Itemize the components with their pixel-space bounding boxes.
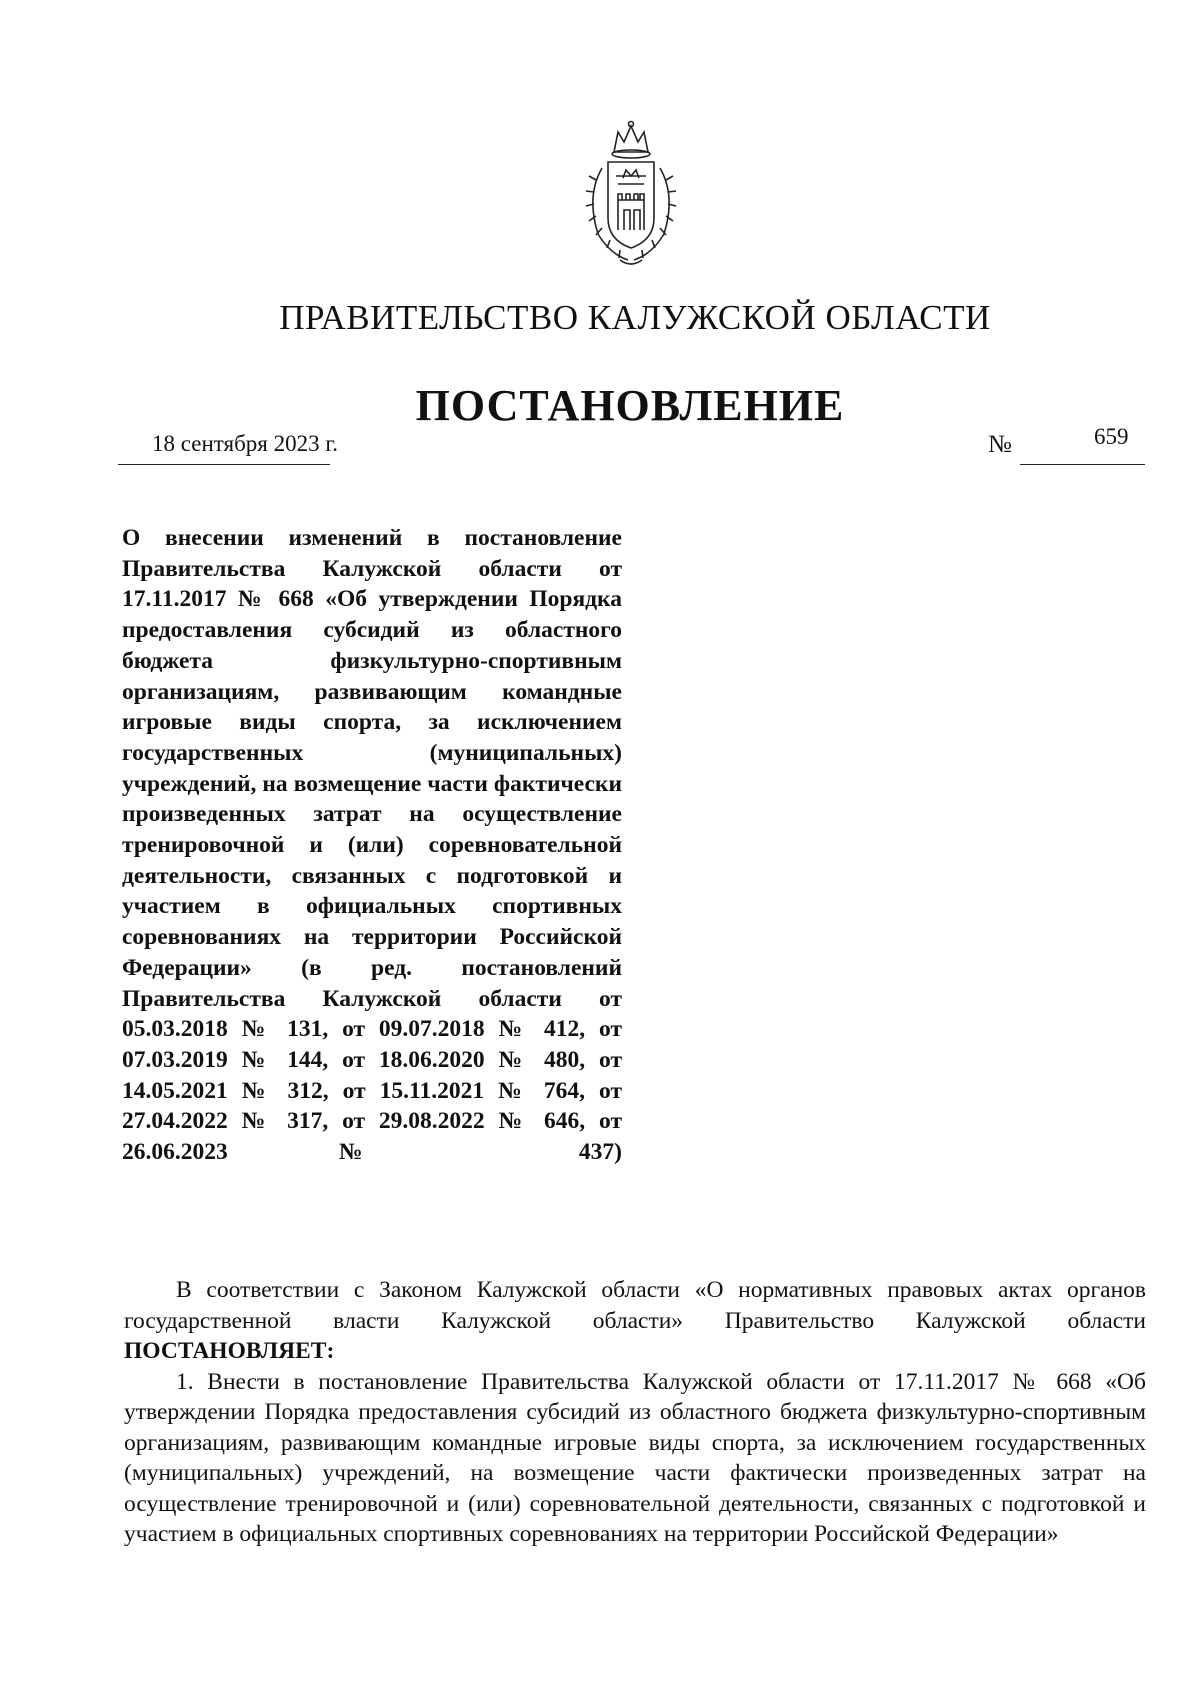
preamble-paragraph [124,1275,1146,1367]
resolves-keyword: ПОСТАНОВЛЯЕТ: [124,1338,335,1364]
number-sign: № [988,431,1012,458]
document-type-heading: ПОСТАНОВЛЕНИЕ [415,381,845,430]
preamble-text: В соответствии с Законом Калужской области «О нормативных правовых актах органов государственной власти Калужской области» Правительство Калужской области [124,1277,1146,1334]
item-1-paragraph: 1. Внести в постановление Правительства Калужской области от 17.11.2017 № 668 «Об утверждении Порядка предоставления субсидий из областного бюджета физкультурно-спортивным организациям, развивающим командные игровые виды спорта, за исключением государственных (муниципальных) учреждений, на возмещение части фактически произведенных затрат на осуществление тренировочной и (или) соревновательной деятельности, связанных с подготовкой и участием в официальных спортивных соревнованиях на территории Российской Федерации» [124,1368,1146,1547]
resolution-title: О внесении изменений в постановление Правительства Калужской области от 17.11.2017 № 668 «Об утверждении Порядка предоставления субсидий из областного бюджета физкультурно-спортивным организациям, развивающим командные игровые виды спорта, за исключением государственных (муниципальных) учреждений, на возмещение части фактически произведенных затрат на осуществление тренировочной и (или) соревновательной деятельности, связанных с подготовкой и участием в официальных спортивных соревнованиях на территории Российской Федерации» (в ред. постановлений Правительства Калужской области от 05.03.2018 № 131, от 09.07.2018 № 412, от 07.03.2019 № 144, от 18.06.2020 № 480, от 14.05.2021 № 312, от 15.11.2021 № 764, от 27.04.2022 № 317, от 29.08.2022 № 646, от 26.06.2023 № 437) [122,525,622,1166]
authority-title: ПРАВИТЕЛЬСТВО КАЛУЖСКОЙ ОБЛАСТИ [279,298,991,337]
document-date: 18 сентября 2023 г. [152,431,338,456]
resolution-body [124,1275,1146,1550]
coat-of-arms-icon [572,118,690,268]
date-underline [118,464,330,465]
number-underline [1020,464,1145,465]
document-number: 659 [1094,424,1129,449]
